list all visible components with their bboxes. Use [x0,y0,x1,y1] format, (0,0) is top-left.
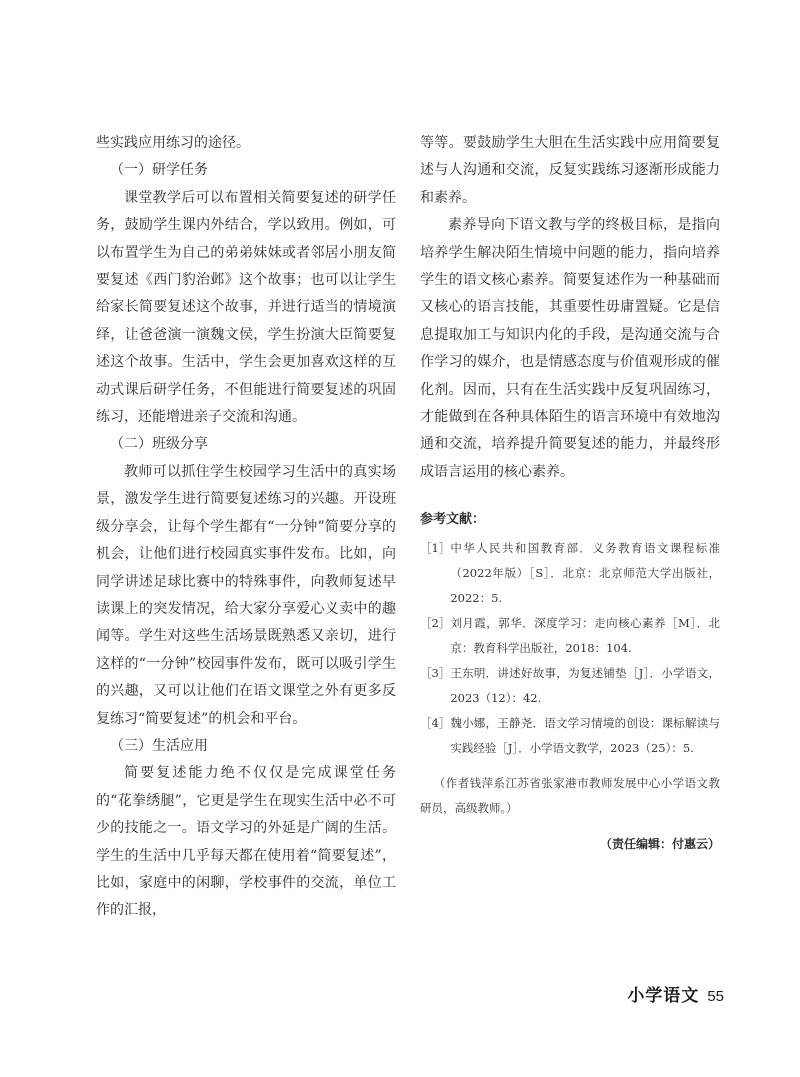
subheading-life-application: （三）生活应用 [110,737,208,754]
reference-item [420,711,720,761]
editor-note: （责任编辑：付惠云） [599,837,720,852]
paragraph: 课堂教学后可以布置相关简要复述的研学任务，鼓励学生课内外结合，学以致用。例如，可以布置学生为自己的弟弟妹妹或者邻居小朋友简要复述《西门豹治邺》这个故事；也可以让学生给家长简要复述这个故事，并进行适当的情境演绎，让爸爸演一演魏文侯，学生扮演大臣简要复述这个故事。生活中，学生会更加喜欢这样的互动式课后研学任务，不但能进行简要复述的巩固练习，还能增进亲子交流和沟通。 [96,189,396,426]
reference-number: ［1］ [420,541,451,556]
paragraph: 简要复述能力绝不仅仅是完成课堂任务的“花拳绣腿”，它更是学生在现实生活中必不可少的技能之一。语文学习的外延是广阔的生活。学生的生活中几乎每天都在使用着“简要复述”，比如，家庭中的闲聊，学校事件的交流，单位工作的汇报， [96,765,396,919]
right-column [420,130,720,852]
left-column [96,130,396,925]
reference-number: ［3］ [420,666,451,681]
page-footer [627,981,724,1006]
reference-item [420,661,720,711]
paragraph: 些实践应用练习的途径。 [96,135,250,151]
subheading-research-task: （一）研学任务 [110,162,208,179]
page-number: 55 [707,988,724,1005]
references-title: 参考文献： [420,512,486,528]
reference-item [420,611,720,661]
paragraph: 教师可以抓住学生校园学习生活中的真实场景，激发学生进行简要复述练习的兴趣。开设班级分享会，让每个学生都有“一分钟”简要分享的机会，让他们进行校园真实事件发布。比如，向同学讲述足球比赛中的特殊事件，向教师复述早读课上的突发情况，给大家分享爱心义卖中的趣闻等。学生对这些生活场景既熟悉又亲切，进行这样的“一分钟”校园事件发布，既可以吸引学生的兴趣，又可以让他们在语文课堂之外有更多反复练习“简要复述”的机会和平台。 [96,463,396,727]
reference-text: 王东明．讲述好故事，为复述铺垫［J］．小学语文，2023（12）：42. [450,666,720,706]
author-note: （作者钱萍系江苏省张家港市教师发展中心小学语文教研员，高级教师。） [420,776,720,816]
reference-text: 刘月霞，郭华．深度学习：走向核心素养［M］．北京：教育科学出版社，2018：104. [450,616,720,656]
paragraph: 等等。要鼓励学生大胆在生活实践中应用简要复述与人沟通和交流，反复实践练习逐渐形成能力和素养。 [420,135,720,206]
reference-number: ［2］ [420,616,451,631]
references-list [420,536,720,761]
reference-text: 魏小娜，王静尧．语文学习情境的创设：课标解读与实践经验［J］．小学语文教学，2023（25）：5. [450,716,720,756]
reference-number: ［4］ [420,716,451,731]
reference-item [420,536,720,611]
subheading-class-sharing: （二）班级分享 [110,436,208,453]
reference-text: 中华人民共和国教育部．义务教育语文课程标准（2022年版）［S］．北京：北京师范大学出版社，2022：5. [450,541,720,606]
journal-name: 小学语文 [627,986,700,1006]
paragraph: 素养导向下语文教与学的终极目标，是指向培养学生解决陌生情境中问题的能力，指向培养学生的语文核心素养。简要复述作为一种基础而又核心的语言技能，其重要性毋庸置疑。它是信息提取加工与知识内化的手段，是沟通交流与合作学习的媒介，也是情感态度与价值观形成的催化剂。因而，只有在生活实践中反复巩固练习，才能做到在各种具体陌生的语言环境中有效地沟通和交流，培养提升简要复述的能力，并最终形成语言运用的核心素养。 [420,217,720,480]
